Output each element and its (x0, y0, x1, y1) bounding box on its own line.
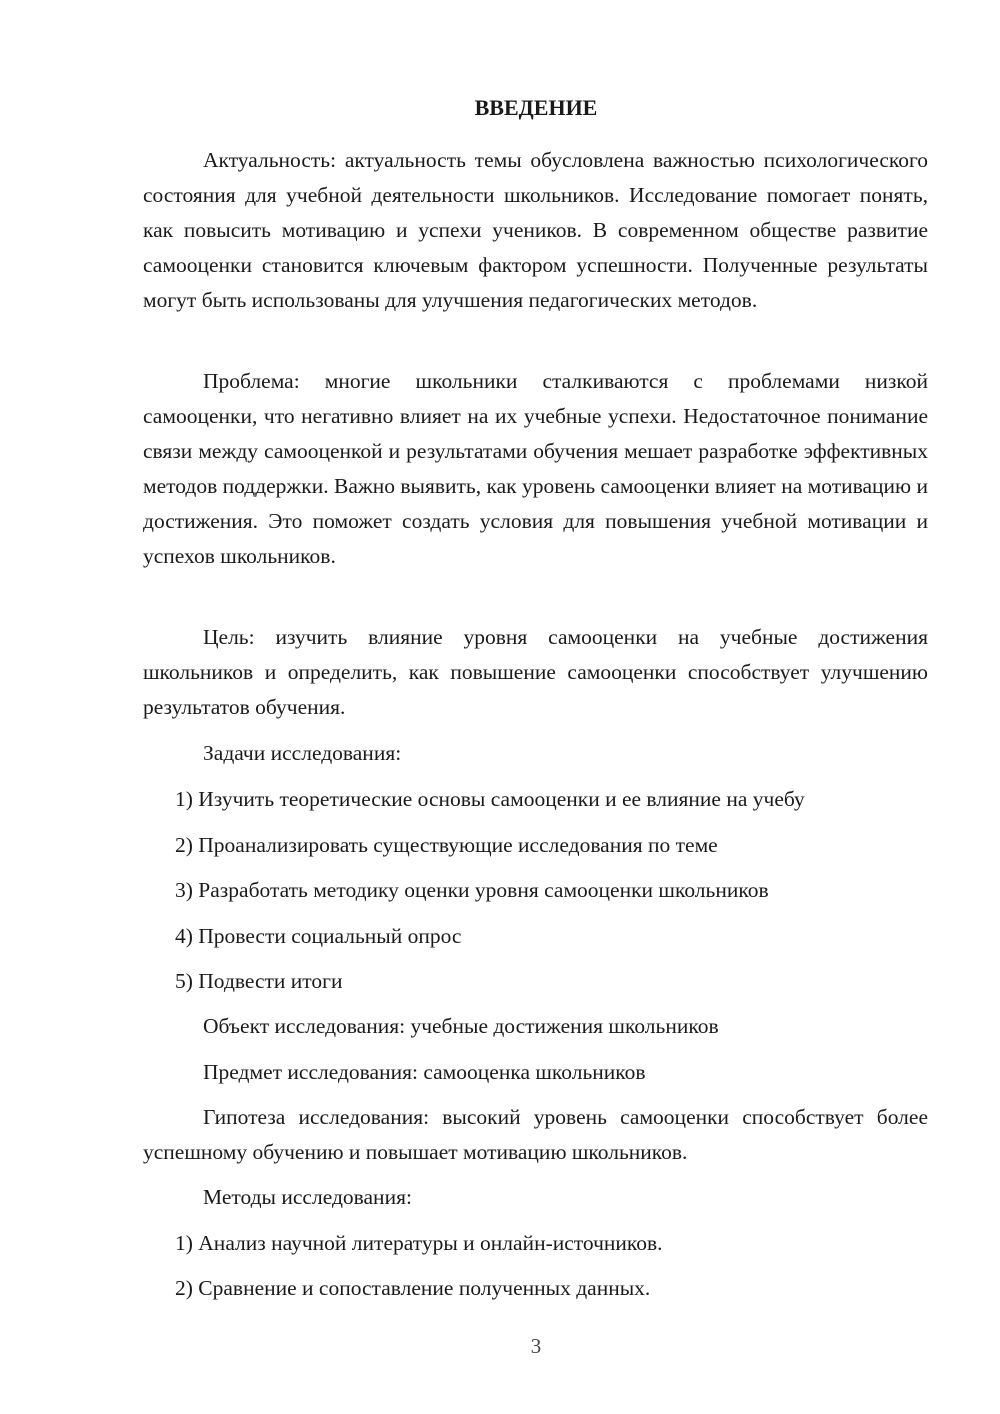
list-item: 1) Изучить теоретические основы самооценки и ее влияние на учебу (175, 787, 805, 811)
methods-label-text: Методы исследования: (203, 1185, 412, 1209)
method-item (143, 1271, 928, 1306)
list-item: 4) Провести социальный опрос (175, 924, 462, 948)
section-heading: ВВЕДЕНИЕ (474, 95, 598, 120)
method-item (143, 1226, 928, 1261)
task-item (143, 919, 928, 954)
task-item (143, 873, 928, 908)
list-item: 5) Подвести итоги (175, 969, 343, 993)
tasks-label (143, 736, 928, 771)
page-number: 3 (530, 1334, 542, 1358)
list-item: 2) Сравнение и сопоставление полученных данных. (175, 1276, 651, 1300)
list-item: 3) Разработать методику оценки уровня самооценки школьников (175, 878, 769, 902)
subject-line (143, 1055, 928, 1090)
paragraph-text: Проблема: многие школьники сталкиваются с проблемами низкой самооценки, что негативно влияет на их учебные успехи. Недостаточное понимание связи между самооценкой и результатами обучения мешает разработке эффективных методов поддержки. Важно выявить, как уровень самооценки влияет на мотивацию и достижения. Это поможет создать условия для повышения учебной мотивации и успехов школьников. (143, 369, 928, 568)
tasks-label-text: Задачи исследования: (203, 741, 402, 765)
list-item: 2) Проанализировать существующие исследования по теме (175, 833, 718, 857)
methods-label (143, 1180, 928, 1215)
goal-paragraph (143, 620, 928, 725)
paragraph-text: Цель: изучить влияние уровня самооценки на учебные достижения школьников и определить, как повышение самооценки способствует улучшению результатов обучения. (143, 625, 928, 719)
object-line (143, 1009, 928, 1044)
task-item (143, 782, 928, 817)
task-item (143, 828, 928, 863)
relevance-paragraph (143, 143, 928, 318)
task-item (143, 964, 928, 999)
paragraph-text: Актуальность: актуальность темы обусловлена важностью психологического состояния для учебной деятельности школьников. Исследование помогает понять, как повысить мотивацию и успехи учеников. В современном обществе развитие самооценки становится ключевым фактором успешности. Полученные результаты могут быть использованы для улучшения педагогических методов. (143, 148, 928, 312)
subject-text: Предмет исследования: самооценка школьников (203, 1060, 646, 1084)
object-text: Объект исследования: учебные достижения школьников (203, 1014, 719, 1038)
list-item: 1) Анализ научной литературы и онлайн-источников. (175, 1231, 663, 1255)
problem-paragraph (143, 364, 928, 574)
paragraph-text: Гипотеза исследования: высокий уровень самооценки способствует более успешному обучению и повышает мотивацию школьников. (143, 1105, 928, 1164)
hypothesis-paragraph (143, 1100, 928, 1170)
